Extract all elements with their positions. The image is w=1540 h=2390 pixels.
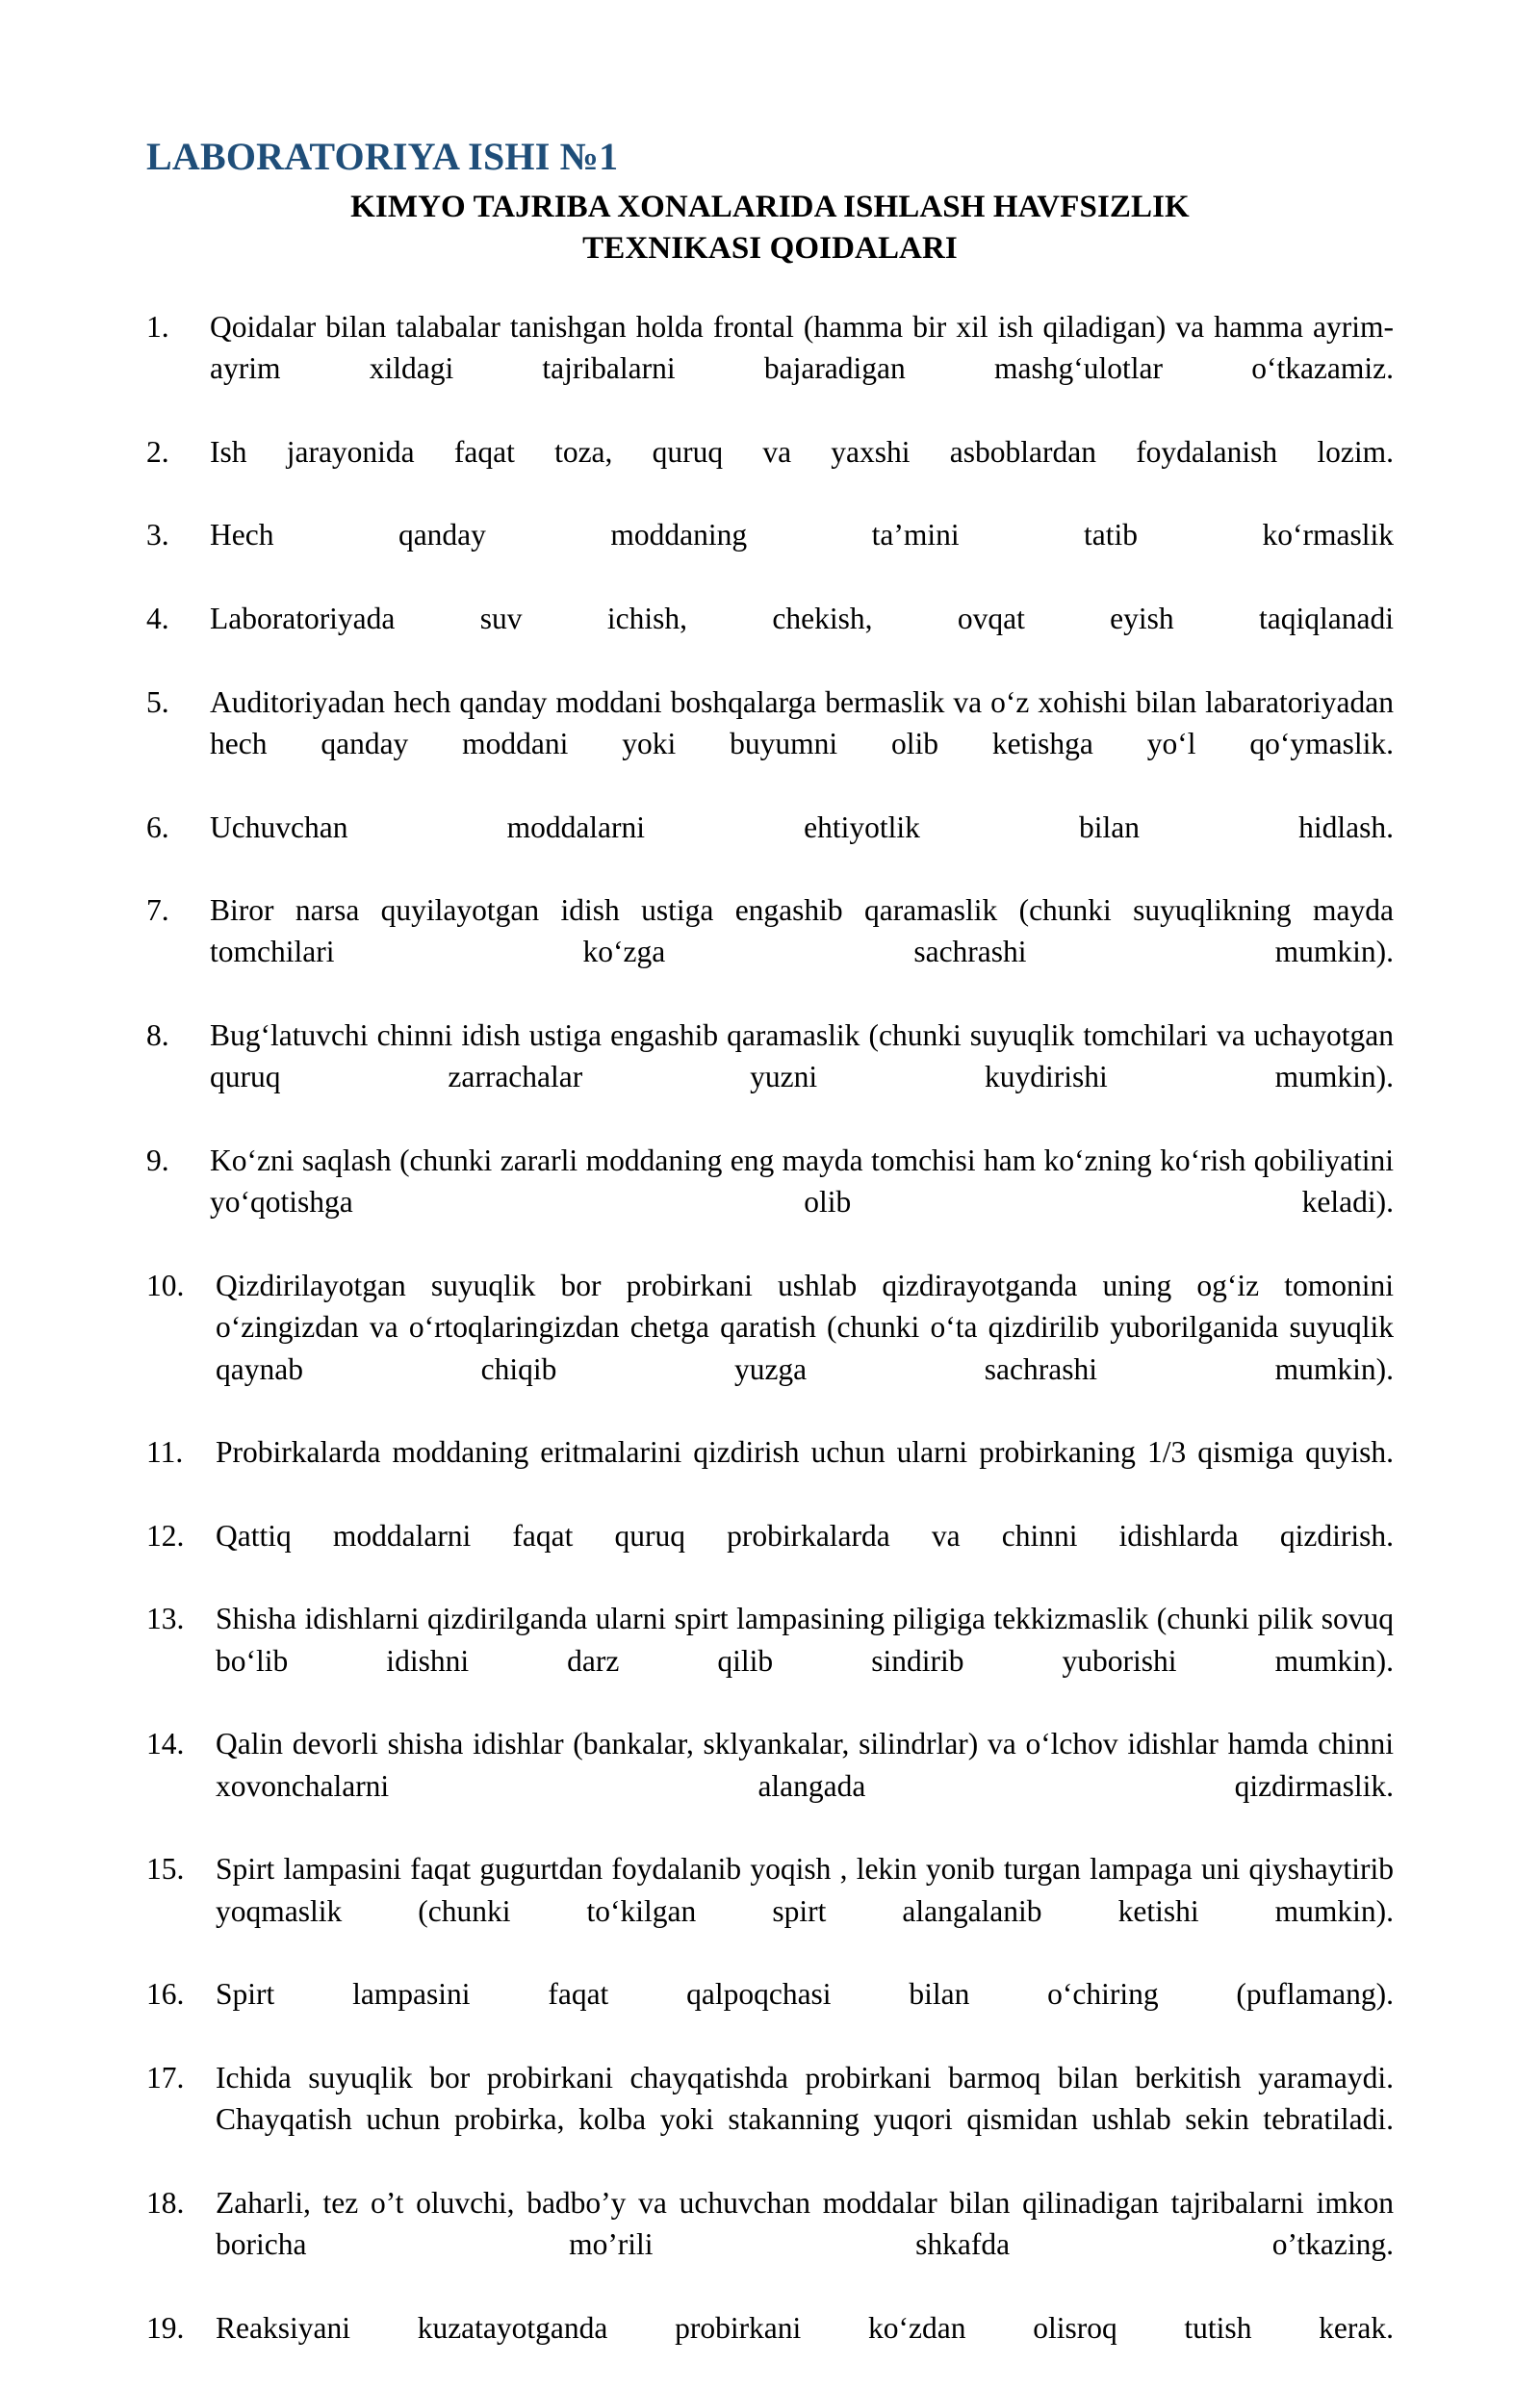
list-item xyxy=(146,1723,1394,1848)
list-item-text: Bugʻlatuvchi chinni idish ustiga engashib qaramaslik (chunki suyuqlik tomchilari va uchayotgan quruq zarrachalar yuzni kuydirishi mumkin). xyxy=(210,1018,1394,1094)
list-item-text: Qalin devorli shisha idishlar (bankalar, sklyankalar, silindrlar) va oʻlchov idishlar hamda chinni xovonchalarni alangada qizdirmaslik. xyxy=(216,1727,1394,1803)
list-item-number: 1. xyxy=(146,309,169,344)
list-item-text: Biror narsa quyilayotgan idish ustiga engashib qaramaslik (chunki suyuqlikning mayda tomchilari koʻzga sachrashi mumkin). xyxy=(210,893,1394,969)
list-item xyxy=(146,2057,1394,2182)
list-item-number: 17. xyxy=(146,2060,185,2094)
list-item-text: Spirt lampasini faqat qalpoqchasi bilan oʻchiring (puflamang). xyxy=(216,1977,1394,2012)
list-item-number: 8. xyxy=(146,1018,169,1053)
list-item-text: Zaharli, tez o’t oluvchi, badbo’y va uchuvchan moddalar bilan qilinadigan tajribalarni imkon boricha mo’rili shkafda o’tkazing. xyxy=(216,2185,1394,2262)
list-item-number: 11. xyxy=(146,1435,184,1470)
subtitle-line-1: KIMYO TAJRIBA XONALARIDA ISHLASH HAVFSIZLIK xyxy=(350,190,1190,224)
list-item-text: Ish jarayonida faqat toza, quruq va yaxshi asboblardan foydalanish lozim. xyxy=(210,434,1394,469)
subtitle-line-2: TEXNIKASI QOIDALARI xyxy=(582,230,958,266)
list-item-number: 2. xyxy=(146,434,169,469)
list-item-text: Auditoriyadan hech qanday moddani boshqalarga bermaslik va oʻz xohishi bilan labaratoriyadan hech qanday moddani yoki buyumni olib ketishga yoʻl qoʻymaslik. xyxy=(210,684,1394,760)
list-item-text: Laboratoriyada suv ichish, chekish, ovqat eyish taqiqlanadi xyxy=(210,601,1394,635)
list-item xyxy=(146,1515,1394,1599)
list-item-number: 5. xyxy=(146,684,169,719)
list-item xyxy=(146,1598,1394,1723)
list-item xyxy=(146,807,1394,890)
list-item-text: Uchuvchan moddalarni ehtiyotlik bilan hidlash. xyxy=(210,810,1394,844)
list-item xyxy=(146,1848,1394,1973)
list-item xyxy=(146,1265,1394,1431)
list-item xyxy=(146,598,1394,681)
list-item-number: 7. xyxy=(146,893,169,928)
list-item-number: 9. xyxy=(146,1144,169,1178)
list-item xyxy=(146,431,1394,515)
list-item-number: 12. xyxy=(146,1518,185,1553)
list-item-number: 4. xyxy=(146,601,169,635)
list-item-text: Ichida suyuqlik bor probirkani chayqatishda probirkani barmoq bilan berkitish yaramaydi. Chayqatish uchun probirka, kolba yoki stakanning yuqori qismidan ushlab sekin tebratiladi. xyxy=(216,2060,1394,2137)
list-item-text: Qizdirilayotgan suyuqlik bor probirkani ushlab qizdirayotganda uning ogʻiz tomonini oʻzingizdan va oʻrtoqlaringizdan chetga qaratish (chunki oʻta qizdirilib yuborilganida suyuqlik qaynab chiqib yuzga sachrashi mumkin). xyxy=(216,1268,1394,1386)
list-item-number: 19. xyxy=(146,2310,185,2345)
list-item xyxy=(146,1140,1394,1265)
list-item xyxy=(146,1431,1394,1515)
list-item xyxy=(146,2182,1394,2307)
list-item-text: Hech qanday moddaning ta’mini tatib koʻrmaslik xyxy=(210,518,1394,553)
list-item xyxy=(146,889,1394,1015)
list-item-number: 16. xyxy=(146,1977,185,2012)
list-item-text: Reaksiyani kuzatayotganda probirkani koʻzdan olisroq tutish kerak. xyxy=(216,2310,1394,2345)
safety-rules-list xyxy=(146,306,1394,2390)
list-item-number: 14. xyxy=(146,1727,185,1761)
list-item xyxy=(146,681,1394,807)
list-item-number: 15. xyxy=(146,1852,185,1887)
list-item-number: 13. xyxy=(146,1602,185,1636)
list-item-text: Qattiq moddalarni faqat quruq probirkalarda va chinni idishlarda qizdirish. xyxy=(216,1518,1394,1553)
list-item-text: Spirt lampasini faqat gugurtdan foydalanib yoqish , lekin yonib turgan lampaga uni qiyshaytirib yoqmaslik (chunki toʻkilgan spirt alangalanib ketishi mumkin). xyxy=(216,1852,1394,1928)
list-item-text: Koʻzni saqlash (chunki zararli moddaning eng mayda tomchisi ham koʻzning koʻrish qobiliyatini yoʻqotishga olib keladi). xyxy=(210,1144,1394,1220)
list-item xyxy=(146,514,1394,598)
list-item xyxy=(146,1015,1394,1140)
list-item-number: 18. xyxy=(146,2185,185,2220)
list-item-number: 6. xyxy=(146,810,169,844)
list-item-text: Probirkalarda moddaning eritmalarini qizdirish uchun ularni probirkaning 1/3 qismiga quyish. xyxy=(216,1435,1394,1470)
page-title: LABORATORIYA ISHI №1 xyxy=(146,135,619,178)
list-item-text: Shisha idishlarni qizdirilganda ularni spirt lampasining piligiga tekkizmaslik (chunki pilik sovuq boʻlib idishni darz qilib sindirib yuborishi mumkin). xyxy=(216,1602,1394,1678)
list-item xyxy=(146,1973,1394,2057)
page-subtitle xyxy=(226,187,1314,270)
list-item-number: 10. xyxy=(146,1268,185,1302)
list-item xyxy=(146,2307,1394,2390)
list-item xyxy=(146,306,1394,431)
list-item-number: 3. xyxy=(146,518,169,553)
list-item-text: Qoidalar bilan talabalar tanishgan holda frontal (hamma bir xil ish qiladigan) va hamma ayrim-ayrim xildagi tajribalarni bajaradigan mashgʻulotlar oʻtkazamiz. xyxy=(210,309,1394,386)
